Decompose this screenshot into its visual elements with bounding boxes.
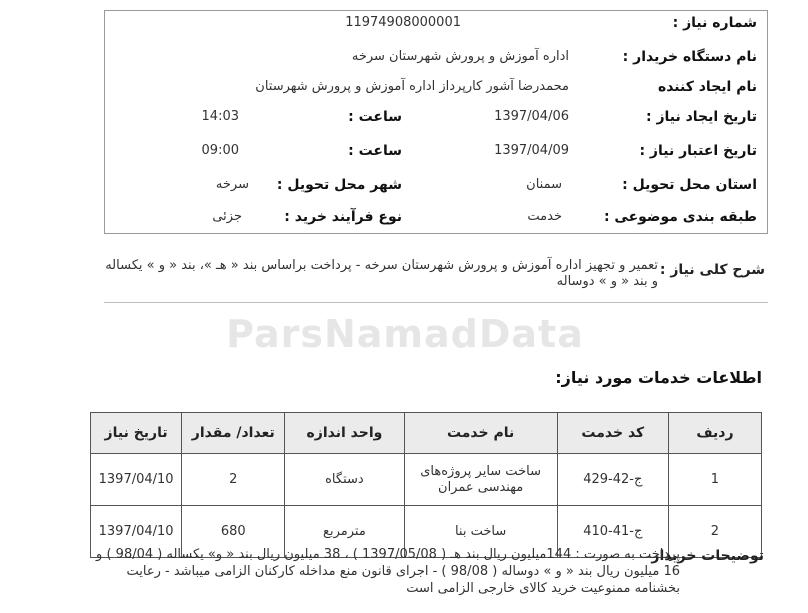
- buyer-notes-text: پرداخت به صورت : 144میلیون ریال بند هـ ( 1397/05/08 ) ، 38 میلیون ریال بند « و» یکساله ( 98/04 ) و 16 میلیون ریال بند « و » دوساله ( 98/08 ) - اجرای قانون منع مداخله کارکنان الزامی میباشد - رعایت بخشنامه ممنوعیت خرید کالای خارجی الزامی است: [96, 547, 680, 596]
- watermark-logo: ParsNamadData: [226, 312, 584, 356]
- created-time-label: ساعت :: [348, 109, 402, 125]
- location-row: [105, 177, 767, 203]
- col-date: تاریخ نیاز: [91, 413, 182, 454]
- row-index: 1: [668, 454, 761, 506]
- row-qty: 2: [182, 454, 285, 506]
- validity-date: 1397/04/09: [494, 143, 569, 158]
- created-date-row: [105, 109, 767, 135]
- row-name: ساخت بنا: [404, 506, 557, 558]
- col-code: کد خدمت: [557, 413, 668, 454]
- row-index: 2: [668, 506, 761, 558]
- created-date-label: تاریخ ایجاد نیاز :: [645, 109, 757, 125]
- city: سرخه: [215, 177, 249, 192]
- col-index: ردیف: [668, 413, 761, 454]
- row-date: 1397/04/10: [91, 506, 182, 558]
- row-date: 1397/04/10: [91, 454, 182, 506]
- buyer-org-row: [105, 49, 767, 75]
- creator: محمدرضا آشور کارپرداز اداره آموزش و پرورش شهرستان: [255, 79, 569, 94]
- tender-number: 11974908000001: [345, 15, 461, 30]
- row-name: ساخت سایر پروژه‌های مهندسی عمران: [404, 454, 557, 506]
- city-label: شهر محل تحویل :: [276, 177, 402, 193]
- purchase-type-label: نوع فرآیند خرید :: [284, 209, 402, 225]
- category: خدمت: [527, 209, 562, 224]
- table-row: [91, 454, 762, 506]
- buyer-notes-label: توضیحات خریدار: [651, 548, 764, 564]
- created-time: 14:03: [201, 109, 239, 124]
- services-title: اطلاعات خدمات مورد نیاز:: [555, 368, 762, 387]
- row-code: ج-41-410: [557, 506, 668, 558]
- row-code: ج-42-429: [557, 454, 668, 506]
- province-label: استان محل تحویل :: [622, 177, 757, 193]
- col-qty: تعداد/ مقدار: [182, 413, 285, 454]
- category-row: [105, 209, 767, 235]
- row-qty: 680: [182, 506, 285, 558]
- validity-time: 09:00: [201, 143, 239, 158]
- validity-date-label: تاریخ اعتبار نیاز :: [639, 143, 757, 159]
- col-unit: واحد اندازه: [285, 413, 404, 454]
- creator-label: نام ایجاد کننده: [657, 79, 757, 95]
- province: سمنان: [526, 177, 562, 192]
- validity-time-label: ساعت :: [348, 143, 402, 159]
- row-unit: مترمربع: [285, 506, 404, 558]
- description-text: تعمیر و تجهیز اداره آموزش و پرورش شهرستان سرخه - پرداخت براساس بند « هـ »، بند « و » یکساله و بند « و » دوساله: [105, 258, 658, 289]
- services-table: [90, 412, 762, 558]
- creator-row: [105, 79, 767, 105]
- purchase-type: جزئی: [212, 209, 242, 224]
- created-date: 1397/04/06: [494, 109, 569, 124]
- divider: [104, 302, 768, 303]
- tender-info-box: [104, 10, 768, 234]
- row-unit: دستگاه: [285, 454, 404, 506]
- tender-number-row: [105, 15, 767, 41]
- col-name: نام خدمت: [404, 413, 557, 454]
- tender-number-label: شماره نیاز :: [672, 15, 757, 31]
- buyer-org: اداره آموزش و پرورش شهرستان سرخه: [351, 49, 569, 64]
- validity-date-row: [105, 143, 767, 169]
- table-header-row: [91, 413, 762, 454]
- description-label: شرح کلی نیاز :: [659, 262, 765, 278]
- buyer-org-label: نام دستگاه خریدار :: [622, 49, 757, 65]
- category-label: طبقه بندی موضوعی :: [603, 209, 757, 225]
